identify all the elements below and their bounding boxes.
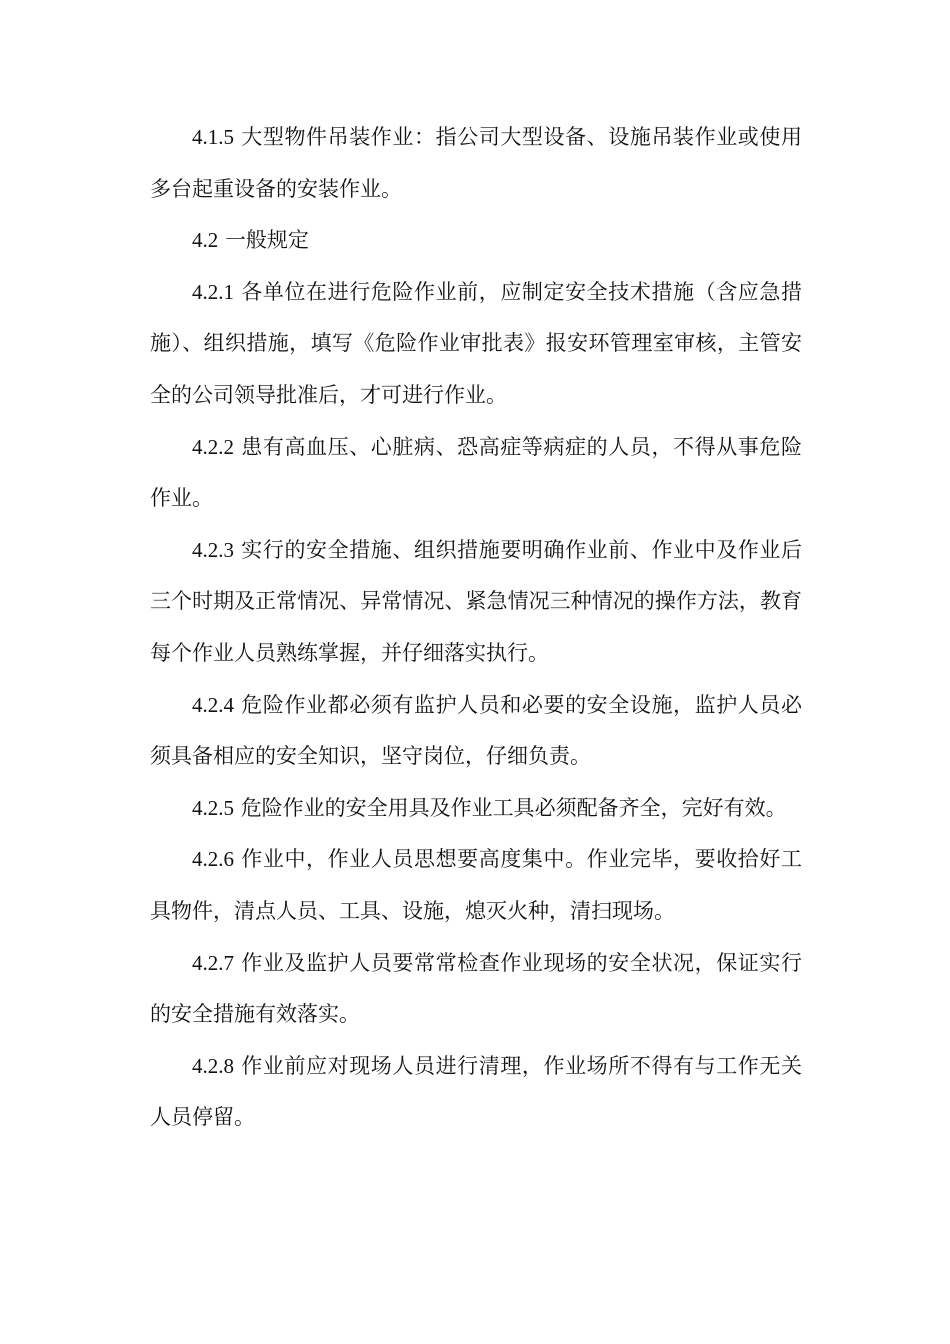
paragraph-4-2-5 bbox=[150, 783, 802, 835]
section-number: 4.2.6 bbox=[192, 847, 234, 872]
paragraph-text: 实行的安全措施、组织措施要明确作业前、作业中及作业后三个时期及正常情况、异常情况、紧急情况三种情况的操作方法，教育每个作业人员熟练掌握，并仔细落实执行。 bbox=[150, 537, 802, 665]
paragraph-text: 作业中，作业人员思想要高度集中。作业完毕，要收拾好工具物件，清点人员、工具、设施，熄灭火种，清扫现场。 bbox=[150, 847, 802, 923]
section-number: 4.2.1 bbox=[192, 279, 234, 304]
paragraph-4-2-2 bbox=[150, 422, 802, 525]
section-number: 4.2.5 bbox=[192, 795, 234, 820]
paragraph-text: 作业前应对现场人员进行清理，作业场所不得有与工作无关人员停留。 bbox=[150, 1053, 802, 1130]
paragraph-text: 一般规定 bbox=[224, 228, 309, 253]
paragraph-text: 大型物件吊装作业：指公司大型设备、设施吊装作业或使用多台起重设备的安装作业。 bbox=[150, 125, 802, 201]
paragraph-4-2-4 bbox=[150, 680, 802, 783]
section-number: 4.2.7 bbox=[192, 950, 234, 975]
paragraph-text: 各单位在进行危险作业前，应制定安全技术措施（含应急措施）、组织措施，填写《危险作业审批表》报安环管理室审核，主管安全的公司领导批准后，才可进行作业。 bbox=[150, 279, 802, 407]
paragraph-4-1-5 bbox=[150, 112, 802, 215]
section-number: 4.2.8 bbox=[192, 1053, 234, 1078]
paragraph-text: 危险作业的安全用具及作业工具必须配备齐全，完好有效。 bbox=[240, 795, 787, 820]
paragraph-text: 危险作业都必须有监护人员和必要的安全设施，监护人员必须具备相应的安全知识，坚守岗位，仔细负责。 bbox=[150, 692, 802, 769]
paragraph-4-2-8 bbox=[150, 1041, 802, 1144]
section-number: 4.2.2 bbox=[192, 434, 234, 459]
paragraph-4-2-7 bbox=[150, 938, 802, 1041]
section-number: 4.2 bbox=[192, 228, 219, 253]
section-number: 4.2.4 bbox=[192, 692, 234, 717]
paragraph-4-2 bbox=[150, 215, 802, 267]
paragraph-4-2-3 bbox=[150, 525, 802, 680]
paragraph-4-2-1 bbox=[150, 267, 802, 422]
paragraph-4-2-6 bbox=[150, 834, 802, 937]
document-page bbox=[150, 112, 802, 1144]
section-number: 4.2.3 bbox=[192, 537, 234, 562]
section-number: 4.1.5 bbox=[192, 125, 234, 149]
paragraph-text: 患有高血压、心脏病、恐高症等病症的人员，不得从事危险作业。 bbox=[150, 434, 802, 511]
paragraph-text: 作业及监护人员要常常检查作业现场的安全状况，保证实行的安全措施有效落实。 bbox=[150, 950, 802, 1027]
